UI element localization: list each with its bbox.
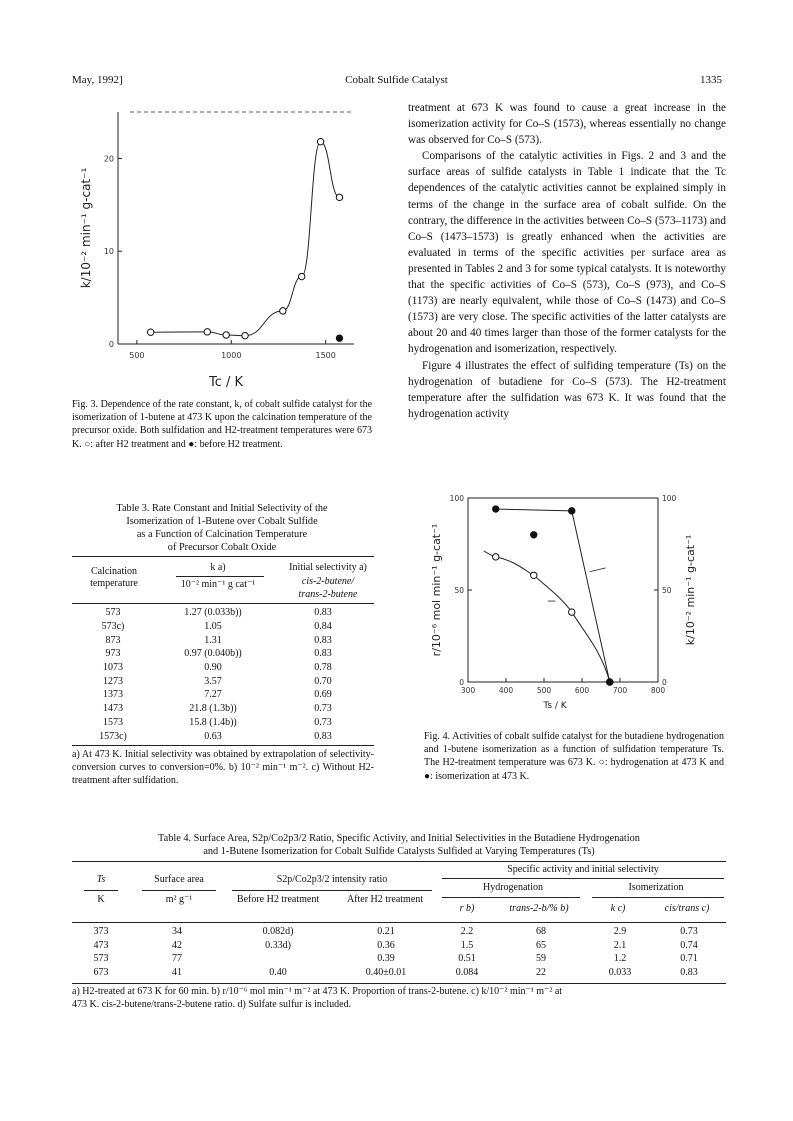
table-row [72,729,374,743]
x-tick-label: 1500 [315,351,336,360]
body-text-right-column [408,100,726,422]
footnote-line: a) H2-treated at 673 K for 60 min. b) r/10⁻⁶ mol min⁻¹ m⁻² at 473 K. Proportion of trans-2-butene. c) k/10⁻² min⁻¹ m⁻² at [72,986,563,997]
y-axis-label: k/10⁻² min⁻¹ g-cat⁻¹ [79,167,93,289]
table-3-col-k-unit: 10⁻² min⁻¹ g cat⁻¹ [180,579,256,590]
table-4-cell: 2.1 [613,939,627,951]
data-point [204,329,210,335]
table-3-cell: 1.31 [204,634,222,646]
table-4-cell: 0.83 [680,967,698,979]
table-4-cell: 0.40±0.01 [365,967,407,979]
table-4-col-cistrans: cis/trans c) [664,903,710,914]
table-4-cell: 0.73 [680,926,698,938]
data-point [147,329,153,335]
data-point [569,609,575,615]
paragraph: Figure 4 illustrates the effect of sulfiding temperature (Ts) on the hydrogenation of butadiene for Co–S (573). The H2-treatment temperature after the sulfidation was 673 K. It was found that the hydrogenation activity [408,359,726,420]
table-4-col-ts-unit: K [97,894,105,905]
data-point [242,332,248,338]
table-4-col-area-unit: m² g⁻¹ [165,894,193,905]
y-axis-label-right: k/10⁻² min⁻¹ g-cat⁻¹ [684,534,697,646]
table-row [72,647,374,661]
paragraph: treatment at 673 K was found to cause a great increase in the isomerization activity for Co–S (1573), whereas essentially no change was observed for Co–S (573). [408,102,726,147]
table-4-cell: 42 [172,939,182,951]
x-axis-label: Tc / K [208,375,244,390]
table-3-cell: 0.73 [314,716,332,728]
table-title-line: Isomerization of 1-Butene over Cobalt Sulfide [126,516,318,527]
footnote-line: 473 K. cis-2-butene/trans-2-butene ratio. d) Sulfate sulfur is included. [72,999,352,1010]
table-3-cell: 1.27 (0.033b)) [184,607,242,619]
data-point [299,273,305,279]
figure-3-caption [72,398,372,451]
figure-4-caption-label: Fig. 4. [424,731,451,742]
data-point [531,532,537,538]
x-tick-label: 700 [612,686,628,695]
table-4-col-after: After H2 treatment [346,894,424,905]
table-3-cell: 3.57 [204,675,222,687]
table-3-cell: 973 [105,648,121,660]
table-4-cell: 2.2 [460,926,474,938]
figure-4-caption-text: Activities of cobalt sulfide catalyst for the butadiene hydrogenation and 1-butene isomerization as a function of sulfidation temperature Ts. The H2-treatment temperature was 673 K. ○: hydrogenation at 473 K and ●: isomerization at 473 K. [424,731,725,782]
table-row [72,661,374,675]
table-4-cell [224,952,332,966]
table-4-cell: 65 [536,939,546,951]
hydrogenation-line [484,551,610,682]
table-4-cell: 573 [93,953,109,965]
y-tick-label-left: 0 [459,678,464,687]
table-3-cell: 0.83 [314,730,332,742]
series-line [151,142,340,336]
y-tick-label-right: 50 [662,586,672,595]
figure-3-caption-text: Dependence of the rate constant, k, of cobalt sulfide catalyst for the isomerization of 1-butene at 473 K upon the calcination temperature of the precursor oxide. Both sulfidation and H2-treatment temperatures were 673 K. ○: after H2 treatment and ●: before H2 treatment. [72,399,373,450]
data-point [280,308,286,314]
table-4-cell: 0.36 [377,939,395,951]
y-tick-label-left: 50 [454,586,464,595]
table-4-cell: 0.40 [269,967,287,979]
table-title-line: and 1-Butene Isomerization for Cobalt Sulfide Catalysts Sulfided at Varying Temperatures (Ts) [203,846,595,857]
table-4-col-hydrogenation: Hydrogenation [483,882,543,893]
table-4-cell: 0.33d) [265,939,291,951]
table-4-col-trans: trans-2-b/% b) [509,903,569,914]
table-title-line: Table 3. Rate Constant and Initial Selectivity of the [116,503,328,514]
table-row [72,966,726,980]
table-4-cell: 0.39 [377,953,395,965]
table-3-footnote: a) At 473 K. Initial selectivity was obtained by extrapolation of selectivity-conversion curves to conversion=0%. b) 10⁻² min⁻¹ m⁻². c) Without H2-treatment after sulfidation. [72,749,374,786]
table-4-col-area: Surface area [154,874,204,885]
table-4-cell: 0.71 [680,953,698,965]
table-3-cell: 15.8 (1.4b)) [189,716,237,728]
x-tick-label: 800 [650,686,666,695]
y-tick-label: 10 [103,247,114,257]
x-tick-label: 1000 [221,351,242,360]
table-3-cell: 1373 [103,689,123,701]
table-3-title [72,502,372,554]
table-4-cell: 22 [536,967,546,979]
isomerization-line [496,509,610,682]
x-tick-label: 600 [574,686,590,695]
table-4-cell: 0.033 [608,967,632,979]
table-3-col-selectivity-sub: cis-2-butene/ trans-2-butene [298,576,358,600]
table-3-cell: 1473 [103,703,123,715]
table-row [72,925,726,939]
table-row [72,633,374,647]
y-tick-label-right: 0 [662,678,667,687]
table-row [72,952,726,966]
plot-frame [468,498,658,682]
table-4-col-ts: Ts [96,874,106,885]
figure-4-caption [424,730,724,783]
running-header-left: May, 1992] [72,74,123,86]
data-point [223,332,229,338]
table-3-cell: 0.97 (0.040b)) [184,648,242,660]
table-3-cell: 873 [105,634,121,646]
table-4-cell: 0.74 [680,939,698,951]
table-4-cell: 373 [93,926,109,938]
figure-4-chart [418,488,728,724]
table-row [72,688,374,702]
running-header-title: Cobalt Sulfide Catalyst [345,74,448,86]
y-tick-label-right: 100 [662,494,677,503]
table-3-cell: 7.27 [204,689,222,701]
x-tick-label: 400 [498,686,514,695]
table-3-cell: 0.83 [314,648,332,660]
table-4-header [72,862,726,924]
table-3-col-selectivity: Initial selectivity a) [289,562,367,573]
table-3-cell: 1.05 [204,621,222,633]
table-4-footnote [72,985,732,1011]
table-4-cell: 0.084 [455,967,479,979]
table-4-cell: 2.9 [613,926,627,938]
table-3-cell: 0.69 [314,689,332,701]
table-4-col-r: r b) [459,903,475,914]
y-tick-label-left: 100 [449,494,464,503]
table-4-cell: 0.51 [458,953,476,965]
y-tick-label: 20 [103,154,114,164]
table-4-cell: 68 [536,926,546,938]
y-tick-label: 0 [108,340,114,349]
table-row [72,620,374,634]
table-row [72,674,374,688]
table-4-cell: 34 [172,926,182,938]
table-4-col-k: k c) [610,903,626,914]
paragraph: Comparisons of the catalytic activities in Figs. 2 and 3 and the surface areas of sulfide catalysts in Table 1 indicate that the Tc dependences of the catalytic activities cannot be explained simply in terms of the change in the surface area of cobalt sulfide. On the contrary, the difference in the activities between Co–S (573–1173) and Co–S (1473–1573) is greatly enhanced when the activities are evaluated in terms of the specific activities per surface area as presented in Tables 2 and 3 for some typical catalysts. It is noteworthy that the specific activities of Co–S (573), Co–S (973), and Co–S (1173) are nearly equivalent, while those of Co–S (1473) and Co–S (1573) are very close. The specific activities of the latter catalysts are about 20 and 40 times larger than those of the former catalysts for the hydrogenation and isomerization, respectively. [408,150,726,356]
data-point [336,335,342,341]
table-4-cell: 1.5 [460,939,474,951]
table-4-col-specific: Specific activity and initial selectivity [507,864,659,875]
y-axis-label-left: r/10⁻⁶ mol min⁻¹ g-cat⁻¹ [430,523,443,657]
table-3-cell: 1573c) [99,730,127,742]
x-tick-label: 500 [536,686,552,695]
table-4-title [72,832,726,858]
table-3-cell: 573c) [101,621,125,633]
table-3-col-k: k a) [210,562,226,573]
table-3-cell: 1573 [103,716,123,728]
table-4-cell: 0.082d) [262,926,294,938]
table-row [72,606,374,620]
table-title-line: Table 4. Surface Area, S2p/Co2p3/2 Ratio, Specific Activity, and Initial Selectivities in the Butadiene Hydrogenation [158,833,640,844]
table-title-line: of Precursor Cobalt Oxide [167,542,277,553]
table-3-col-calcination: Calcination temperature [90,566,138,589]
data-point [336,194,342,200]
table-4-col-before: Before H2 treatment [236,894,320,905]
x-tick-label: 500 [129,351,145,360]
data-point [607,679,613,685]
table-3-cell: 0.84 [314,621,332,633]
table-4-col-ratio: S2p/Co2p3/2 intensity ratio [276,874,388,885]
figure-3-chart [62,96,372,394]
table-3 [72,606,374,743]
table-3-cell: 21.8 (1.3b)) [189,703,237,715]
data-point [569,508,575,514]
table-3-cell: 0.70 [314,675,332,687]
x-tick-label: 300 [460,686,476,695]
data-point [493,554,499,560]
table-row [72,702,374,716]
page-number: 1335 [700,74,722,86]
figure-3-caption-label: Fig. 3. [72,399,98,410]
x-axis-label: Ts / K [543,701,567,711]
table-4-cell: 59 [536,953,546,965]
table-title-line: as a Function of Calcination Temperature [136,529,308,540]
table-3-cell: 0.83 [314,634,332,646]
table-3-cell: 0.63 [204,730,222,742]
table-4-cell: 0.21 [377,926,395,938]
table-3-cell: 0.90 [204,662,222,674]
data-point [317,138,323,144]
table-4-cell: 1.2 [613,953,627,965]
table-3-cell: 1273 [103,675,123,687]
table-3-cell: 0.78 [314,662,332,674]
table-4-cell: 77 [172,953,182,965]
table-3-cell: 1073 [103,662,123,674]
data-point [531,572,537,578]
table-4-cell: 41 [172,967,182,979]
table-3-cell: 0.83 [314,607,332,619]
table-3-cell: 573 [105,607,121,619]
table-4 [72,925,726,979]
table-4-cell: 673 [93,967,109,979]
table-3-cell: 0.73 [314,703,332,715]
table-row [72,939,726,953]
data-point [493,506,499,512]
leader-line [590,568,606,572]
table-row [72,716,374,730]
table-4-col-isomerization: Isomerization [628,882,684,893]
table-4-cell: 473 [93,939,109,951]
